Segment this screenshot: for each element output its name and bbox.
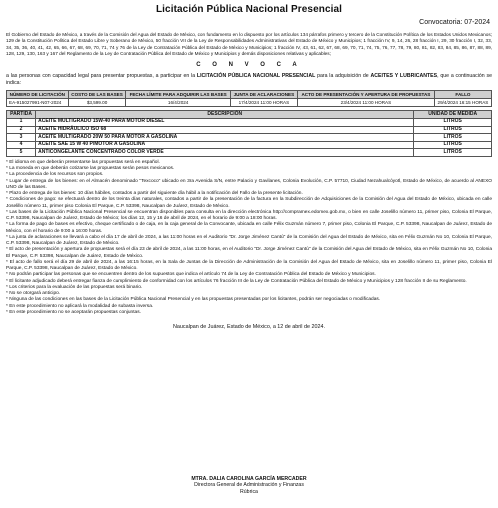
table-cell: ACEITE HIDRÁULICO ISO 68 [36,126,414,134]
items-table [6,110,492,157]
condition-item: * La moneda en que deberán cotizarse las propuestas serán pesos mexicanos. [6,166,175,172]
condition-item: * Ninguna de las condiciones en las bases de la Licitación Pública Nacional Presencial y en las propuestas presentadas por los licitantes, podrán ser negociadas o modificadas. [6,297,381,303]
table-header-cell: JUNTA DE ACLARACIONES [230,91,297,99]
condition-item: * Lugar de entrega de los bienes: en el Almacén denominado "Texcoco" ubicado en 3ra Avenida S/N, entre Palacio y Gavilanes, Colonia Evolución, C.P. 57710, Ciudad Nezahualcóyotl, Estado de México, de acuerdo al ANEXO UNO de las Bases. [6,178,492,190]
table-cell: LITROS [414,126,492,134]
table-cell: EA-915027991-N07-2024 [7,99,69,107]
table-cell: 1 [7,118,36,126]
condition-item: * No podrán participar las personas que se encuentren dentro de los supuestos que indica el artículo 74 de la Ley de Contratación Pública del Estado de México y Municipios. [6,272,376,278]
condition-item: * El idioma en que deberán presentarse las propuestas será en español. [6,159,160,165]
condition-item: * El licitante adjudicado deberá entregar fianza de cumplimiento de conformidad con los artículos 76 fracción III de la Ley de Contratación Pública del Estado de México y Municipios y 128 fracción II de su Reglamento. [6,278,467,284]
table-header-cell: UNIDAD DE MEDIDA [414,111,492,119]
table-cell: $3,599.00 [68,99,126,107]
signatory-role: Directora General de Administración y Finanzas [194,482,304,489]
table-row [7,99,492,107]
condition-item: * En este procedimiento no se aceptarán propuestas conjuntas. [6,309,141,315]
table-cell: 5 [7,149,36,157]
table-header-cell: FALLO [434,91,491,99]
table-cell: ACEITE MULTIGRADO 15W-40 PARA MOTOR DIESEL [36,118,414,126]
condition-item: * Los criterios para la evaluación de las propuestas será binario. [6,284,143,290]
table-cell: ANTICONGELANTE CONCENTRADO COLOR VERDE [36,149,414,157]
table-cell: 16/4/2024 [126,99,230,107]
place-date-line: Naucalpan de Juárez, Estado de México, a 12 de abril de 2024. [173,324,325,331]
condition-item: * El acto de fallo será el día 29 de abril de 2024, a las 16:15 horas, en la Sala de Juntas de la Dirección de Administración de la Comisión del Agua del Estado de México, sita en Joselillo número 11, primer piso, Colonia El Parque, C.P. 53398, Naucalpan de Juárez, Estado de México. [6,259,492,272]
convoca-heading: C O N V O C A [196,62,302,69]
condition-item: * La junta de aclaraciones se llevará a cabo el día 17 de abril de 2024, a las 11:00 horas en el Auditorio "Dr. Jorge Jiménez Cantú" de la Comisión del Agua del Estado de México, sita en Félix Guzmán No 10, Colonia El Parque, C.P. 53398, Naucalpan de Juárez, Estado de México. [6,234,492,247]
table-cell: 29/4/2024 16:15 HORAS [434,99,491,107]
table-cell: LITROS [414,141,492,149]
table-header-row [7,111,492,119]
table-row [7,141,492,149]
convocatoria-number: Convocatoria: 07-2024 [419,19,490,26]
condition-item: * En este procedimiento no aplicará la modalidad de subasta inversa. [6,303,154,309]
table-cell: LITROS [414,134,492,142]
table-cell: 17/4/2024 11:00 HORAS [230,99,297,107]
invitation-post: , que a continuación se indica: [6,73,492,86]
invitation-bold: LICITACIÓN PÚBLICA NACIONAL PRESENCIAL [196,73,316,80]
table-row [7,118,492,126]
table-header-cell: COSTO DE LAS BASES [68,91,126,99]
condition-item: * Las bases de la Licitación Pública Nacional Presencial se encuentran disponibles para consulta en la dirección electrónica http://compramex.edomex.gob.mx, o bien en calle Joselillo número 11, primer piso, Colonia El Parque, C.P. 53398, Naucalpan de Juárez, Estado de México; los días 12, 15 y 16 de abril de 2024, en el horario de 9:00 a 18:00 horas. [6,209,492,222]
condition-item: * El acto de presentación y apertura de propuestas será el día 23 de abril de 2024, a las 11:00 horas, en el Auditorio "Dr. Jorge Jiménez Cantú" de la Comisión del Agua del Estado de México, sita en Félix Guzmán No 10, Colonia El Parque, C.P. 53398, Naucalpan de Juárez, Estado de México. [6,247,492,259]
document-title: Licitación Pública Nacional Presencial [155,4,343,15]
signature-note: Rúbrica [240,489,258,496]
intro-paragraph: El Gobierno del Estado de México, a través de la Comisión del Agua del Estado de México, con fundamento en lo dispuesto por los artículos 134 párrafos primero y tercero de la Constitución Política de los Estados Unidos Mexicanos; 129 de la Constitución Política del Estado Libre y Soberano de México, 50 fracción VII de la Ley de Responsabilidades Administrativas del Estado de México y Municipios; 1 fracción IV, 9, 14, 26, 28 fracción I, 29, 30 fracción I, 32, 33, 34, 35, 36, 40, 41, 42, 65, 66, 67, 68, 69, 70, 71, 74 y 76 de la Ley de Contratación Pública del Estado de México y Municipios; 1 fracción IV, 43, 61, 62, 67, 68, 69, 70, 71, 74, 75, 76, 77, 78, 79, 80, 81, 82, 83, 84, 85, 86, 87, 88, 89, 128, 129, 130, 163 y 167 del Reglamento de la Ley de Contratación Pública del Estado de México y Municipios y demás disposiciones relativas y aplicables; [6,32,492,56]
table-cell: LITROS [414,118,492,126]
table-cell: ACEITE SAE 15 W 40 P/MOTOR A GASOLINA [36,141,414,149]
signature-block [6,476,492,496]
conditions-list [6,160,492,316]
table-cell: 3 [7,134,36,142]
table-header-cell: NÚMERO DE LICITACIÓN [7,91,69,99]
table-header-cell: FECHA LÍMITE PARA ADQUIRIR LAS BASES [126,91,230,99]
table-cell: 23/4/2024 11:00 HORAS [297,99,434,107]
condition-item: * Plazo de entrega de los bienes: 10 días hábiles, contados a partir del siguiente día hábil a la notificación del Fallo de la presente licitación. [6,191,303,197]
table-cell: 2 [7,126,36,134]
table-header-row [7,91,492,99]
invitation-bold2: ACEITES Y LUBRICANTES [370,73,438,80]
tender-details-table [6,90,492,107]
condition-item: * Condiciones de pago: se efectuará dentro de los treinta días naturales, contados a partir de la presentación de la factura en la Subdirección de Adquisiciones de la Comisión del Agua del Estado de México, ubicada en calle Joselillo número 11, primer piso Colonia El Parque, C.P. 53398, Naucalpan de Juárez, Estado de México. [6,197,492,209]
document-page [6,4,492,500]
table-header-cell: DESCRIPCIÓN [36,111,414,119]
condition-item: * La forma de pago de bases es efectivo, cheque certificado o de caja, en la caja general de la Convocante, ubicada en calle Félix Guzmán número 7, primer piso, Colonia El Parque, C.P. 53398, Naucalpan de Juárez, Estado de México, con el horario de 9:00 a 16:00 horas. [6,222,492,234]
table-header-cell: ACTO DE PRESENTACIÓN Y APERTURA DE PROPUESTAS [297,91,434,99]
table-cell: 4 [7,141,36,149]
condition-item: * La procedencia de los recursos son propios. [6,172,104,178]
table-row [7,126,492,134]
invitation-pre: a las personas con capacidad legal para presentar propuestas, a participar en la [6,73,196,80]
table-cell: LITROS [414,149,492,157]
invitation-paragraph [6,73,492,86]
condition-item: * No se otorgará anticipo. [6,291,61,297]
table-cell: ACEITE MULTIGRADO 20W 50 PARA MOTOR A GASOLINA [36,134,414,142]
table-header-cell: PARTIDA [7,111,36,119]
table-row [7,149,492,157]
signatory-name: MTRA. DALIA CAROLINA GARCÍA MERCADER [191,475,307,482]
table-row [7,134,492,142]
invitation-mid: para la adquisición de [317,73,369,80]
